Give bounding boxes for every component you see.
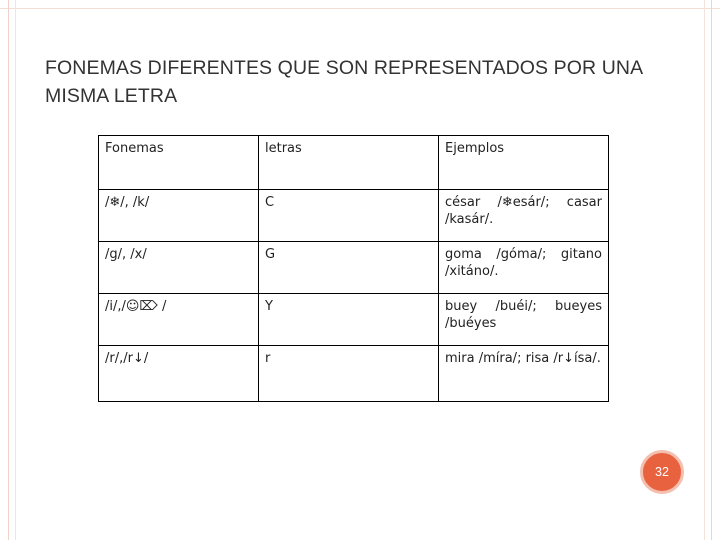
ejemplos-text: buey /buéi/; bueyes /buéyes [445, 299, 602, 331]
header-fonemas: Fonemas [99, 136, 259, 190]
cell-ejemplos [439, 346, 609, 402]
ejemplos-text: mira /míra/; risa /r↓ísa/. [445, 351, 601, 366]
ejemplos-text: césar /❄esár/; casar /kasár/. [445, 195, 602, 227]
cell-fonemas: /g/, /x/ [99, 242, 259, 294]
cell-letra: C [259, 190, 439, 242]
table-header-row [99, 136, 609, 190]
header-letras: letras [259, 136, 439, 190]
ejemplos-text: goma /góma/; gitano /xitáno/. [445, 247, 602, 279]
cell-ejemplos [439, 242, 609, 294]
cell-fonemas: /r/,/r↓/ [99, 346, 259, 402]
cell-letra: G [259, 242, 439, 294]
phoneme-table [98, 135, 609, 402]
slide-title: FONEMAS DIFERENTES QUE SON REPRESENTADOS POR UNA MISMA LETRA [45, 57, 643, 107]
page-number: 32 [655, 465, 669, 479]
cell-ejemplos [439, 190, 609, 242]
page-number-badge [640, 450, 684, 494]
table-row [99, 190, 609, 242]
cell-ejemplos [439, 294, 609, 346]
header-ejemplos: Ejemplos [439, 136, 609, 190]
cell-letra: Y [259, 294, 439, 346]
cell-fonemas: /❄/, /k/ [99, 190, 259, 242]
table-row [99, 294, 609, 346]
table-row [99, 346, 609, 402]
cell-fonemas: /i/,/☺⌦ / [99, 294, 259, 346]
table-row [99, 242, 609, 294]
cell-letra: r [259, 346, 439, 402]
